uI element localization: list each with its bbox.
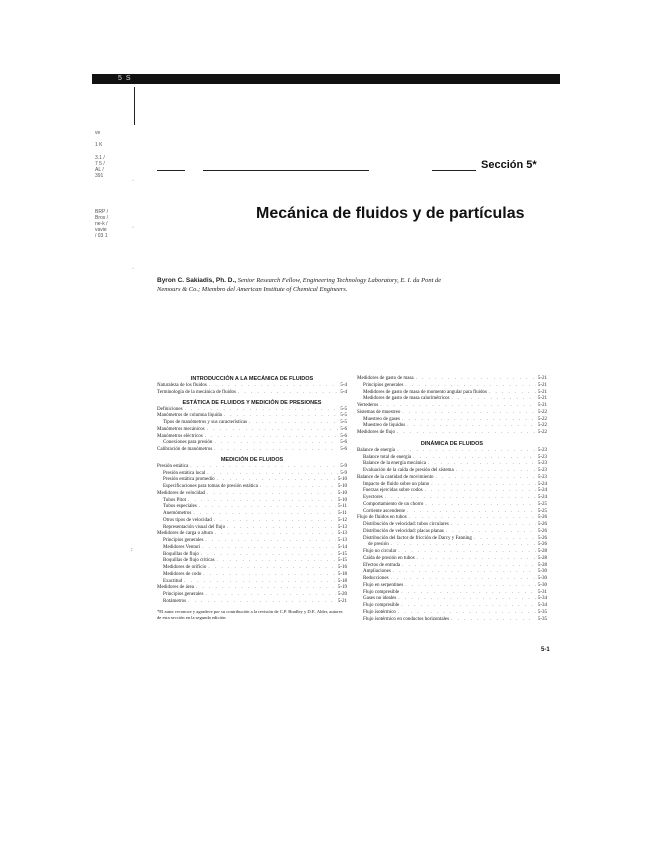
- toc-entry-page: 5-6: [340, 433, 347, 439]
- toc-entry-page: 5-25: [537, 508, 547, 514]
- toc-entry-page: 5-26: [537, 528, 547, 534]
- toc-entry-label: Medidores de carga o altura: [157, 531, 213, 537]
- chapter-title: Mecánica de fluidos y de partículas: [256, 205, 525, 222]
- toc-leader-dots: [402, 563, 536, 570]
- toc-entry-label: Exactitud: [163, 578, 183, 584]
- toc-entry: [357, 455, 547, 462]
- toc-entry: [157, 498, 347, 505]
- toc-entry: [157, 440, 347, 447]
- toc-entry: [357, 376, 547, 383]
- toc-entry-page: 5-22: [537, 423, 547, 429]
- toc-entry: [357, 468, 547, 475]
- toc-entry: [157, 572, 347, 579]
- toc-entry-label: Reducciones: [363, 576, 389, 581]
- toc-leader-dots: [188, 498, 336, 505]
- toc-entry-page: 5-26: [537, 542, 547, 548]
- toc-entry-label: Caída de presión en tubos: [363, 555, 415, 561]
- toc-entry: [357, 423, 547, 430]
- margin-tick: ·: [132, 178, 134, 184]
- toc-leader-dots: [188, 599, 336, 606]
- toc-entry-page: 5-5: [340, 413, 347, 419]
- toc-entry: [157, 552, 347, 559]
- toc-entry-label: Medidores de velocidad: [157, 490, 206, 496]
- toc-leader-dots: [402, 410, 536, 417]
- toc-entry: [157, 585, 347, 592]
- toc-leader-dots: [207, 427, 339, 434]
- toc-leader-dots: [405, 383, 535, 390]
- toc-entry: [357, 529, 547, 536]
- toc-entry-page: 5-30: [537, 582, 547, 588]
- toc-entry-label: Terminología de la mecánica de fluidos: [157, 389, 236, 395]
- toc-entry-page: 5-23: [537, 474, 547, 480]
- toc-section-heading: ESTÁTICA DE FLUIDOS Y MEDICIÓN DE PRESIONES: [182, 399, 322, 406]
- toc-entry-label: Flujo isotérmico en conductos horizontales: [363, 616, 450, 622]
- toc-entry-label: Medidores de área: [157, 585, 194, 591]
- toc-entry: [357, 403, 547, 410]
- toc-entry-page: 5-34: [537, 603, 547, 608]
- toc-entry-label: Definiciones: [157, 406, 183, 412]
- toc-entry-label: Flujo de fluidos en tubos: [357, 515, 407, 521]
- toc-leader-dots: [208, 565, 336, 572]
- toc-entry-page: 5-25: [537, 501, 547, 507]
- toc-entry-page: 5-10: [337, 497, 347, 503]
- toc-entry-page: 5-16: [337, 565, 347, 570]
- toc-entry-page: 5-26: [537, 535, 547, 541]
- toc-entry: [357, 495, 547, 502]
- toc-entry: [357, 383, 547, 390]
- toc-entry-page: 5-31: [537, 589, 547, 595]
- toc-leader-dots: [207, 471, 338, 478]
- toc-entry-label: Especificaciones para tomas de presión estática: [163, 484, 258, 489]
- toc-entry: [357, 590, 547, 597]
- toc-entry-label: Tubos Pitot: [163, 497, 187, 503]
- section-rule: [157, 170, 185, 171]
- toc-entry-label: Flujo no circular: [363, 549, 397, 554]
- margin-note: 3.1 / 7 5 / AL / 391: [95, 155, 105, 179]
- toc-entry-page: 5-28: [537, 555, 547, 561]
- toc-leader-dots: [249, 420, 338, 427]
- toc-entry: [157, 531, 347, 538]
- toc-entry-label: Principios generales: [363, 382, 404, 388]
- toc-entry-label: Ampliaciones: [363, 569, 391, 575]
- toc-entry-page: 5-10: [337, 490, 347, 496]
- section-rule: [203, 170, 369, 171]
- toc-right-column: [357, 376, 547, 623]
- toc-entry-label: Vertederos: [357, 403, 379, 408]
- toc-entry: [357, 448, 547, 455]
- toc-leader-dots: [405, 583, 536, 590]
- toc-entry-label: Calibración de manómetros: [157, 447, 213, 452]
- toc-entry-label: Principios generales: [163, 592, 204, 597]
- toc-entry-page: 5-26: [537, 515, 547, 521]
- toc-entry: [157, 579, 347, 586]
- toc-leader-dots: [217, 558, 336, 565]
- toc-entry-page: 5-24: [537, 488, 547, 494]
- toc-entry: [357, 583, 547, 590]
- toc-entry-label: Efectos de entrada: [363, 562, 400, 568]
- toc-entry: [357, 515, 547, 522]
- toc-leader-dots: [214, 440, 338, 447]
- toc-entry-page: 5-23: [537, 468, 547, 473]
- toc-entry: [357, 569, 547, 576]
- toc-entry: [157, 504, 347, 511]
- toc-leader-dots: [260, 484, 336, 491]
- toc-entry-page: 5-24: [537, 481, 547, 487]
- toc-entry-label: Muestreo de líquidos: [363, 423, 406, 429]
- toc-entry-page: 5-34: [537, 596, 547, 602]
- toc-entry-label: Flujo isotérmico: [363, 609, 396, 615]
- toc-entry-label: Manómetros de columna líquida: [157, 413, 222, 419]
- toc-entry-page: 5-21: [537, 389, 547, 395]
- toc-entry-label: Comportamiento de un chorro: [363, 501, 424, 507]
- toc-entry-label: Flujo compresible: [363, 589, 400, 595]
- toc-entry: [357, 502, 547, 509]
- author-name: Byron C. Sakiadis, Ph. D.,: [157, 277, 237, 284]
- toc-leader-dots: [451, 522, 536, 529]
- toc-entry-label: Representación visual del flujo: [163, 524, 226, 530]
- toc-leader-dots: [196, 585, 336, 592]
- toc-leader-dots: [193, 511, 336, 518]
- toc-entry-page: 5-35: [537, 609, 547, 615]
- toc-entry: [357, 430, 547, 437]
- header-bar: [92, 74, 560, 84]
- toc-leader-dots: [393, 569, 536, 576]
- toc-leader-dots: [428, 461, 536, 468]
- toc-entry: [357, 556, 547, 563]
- toc-entry-page: 5-18: [337, 578, 347, 584]
- toc-entry-label: Gases no ideales: [363, 596, 397, 602]
- toc-section-heading: MEDICIÓN DE FLUIDOS: [220, 456, 284, 463]
- header-bar-text: 5 S: [118, 75, 132, 82]
- toc-leader-dots: [391, 542, 536, 549]
- toc-entry: [157, 525, 347, 532]
- toc-entry-label: de presión: [368, 542, 389, 548]
- toc-leader-dots: [201, 552, 336, 559]
- toc-entry-label: Medidores de gasto de masa calorimétricos: [363, 396, 450, 402]
- toc-entry-page: 5-5: [340, 406, 347, 412]
- margin-note: ve: [95, 130, 101, 136]
- toc-entry: [357, 509, 547, 516]
- toc-entry-label: Boquillas de flujo: [163, 551, 199, 557]
- toc-entry-label: Presión estática: [157, 463, 189, 469]
- toc-entry-label: Medidores de codo: [163, 571, 202, 577]
- toc-entry-page: 5-13: [337, 538, 347, 543]
- toc-entry-page: 5-6: [340, 440, 347, 446]
- toc-entry-label: Otros tipos de velocidad: [163, 517, 212, 523]
- toc-entry-page: 5-6: [340, 426, 347, 432]
- toc-entry: [157, 565, 347, 572]
- toc-entry: [357, 522, 547, 529]
- toc-leader-dots: [391, 576, 536, 583]
- toc-leader-dots: [385, 495, 536, 502]
- toc-leader-dots: [205, 434, 339, 441]
- toc-leader-dots: [205, 538, 335, 545]
- toc-leader-dots: [416, 376, 536, 383]
- toc-leader-dots: [380, 403, 535, 410]
- toc-entry-label: Eyectores: [363, 495, 383, 500]
- toc-entry: [157, 420, 347, 427]
- section-title: Sección 5*: [481, 159, 537, 171]
- toc-entry-page: 5-15: [337, 551, 347, 557]
- footnote: *El autor reconoce y agradece por su contribución a la revisión de C.P. Bradley y D.E. Alder, autores de esta sección en la segunda edición.: [157, 608, 343, 620]
- toc-leader-dots: [397, 448, 536, 455]
- toc-entry-page: 5-28: [537, 562, 547, 568]
- toc-entry-label: Evaluación de la caída de presión del sistema: [363, 468, 454, 473]
- toc-entry-page: 5-30: [537, 569, 547, 575]
- toc-leader-dots: [203, 572, 336, 579]
- toc-entry-page: 5-11: [338, 504, 347, 510]
- margin-tick: ·: [132, 225, 134, 231]
- toc-leader-dots: [397, 430, 536, 437]
- toc-entry: [157, 434, 347, 441]
- toc-entry-page: 5-20: [337, 592, 347, 597]
- toc-leader-dots: [398, 596, 536, 603]
- toc-leader-dots: [436, 475, 536, 482]
- toc-entry-label: Fuerzas ejercidas sobre codos: [363, 488, 423, 494]
- toc-entry-label: Balance de la energía mecánica: [363, 461, 426, 467]
- toc-entry: [157, 518, 347, 525]
- toc-entry-page: 5-21: [537, 396, 547, 402]
- toc-entry-label: Medidores de gasto de masa de momento angular para fluidos: [363, 389, 487, 395]
- toc-entry-label: Corriente ascendente: [363, 508, 406, 514]
- toc-entry-page: 5-13: [337, 531, 347, 537]
- toc-entry: [357, 536, 547, 543]
- toc-leader-dots: [413, 455, 536, 462]
- toc-entry-page: 5-23: [537, 447, 547, 453]
- toc-leader-dots: [407, 423, 536, 430]
- toc-entry-page: 5-15: [337, 558, 347, 564]
- toc-entry-page: 5-21: [537, 376, 547, 381]
- toc-entry-label: Sistemas de muestreo: [357, 409, 401, 415]
- toc-leader-dots: [417, 556, 536, 563]
- toc-leader-dots: [407, 509, 536, 516]
- toc-entry: [357, 563, 547, 570]
- toc-entry-label: Medidores de flujo: [357, 430, 396, 435]
- toc-entry-label: Tipos de manómetros y sus características: [163, 420, 248, 425]
- author-affiliation: Senior Research Fellow, Engineering Technology Laboratory, E. I. du Pont de Nemours & Co.; Miembro del American Institute of Chemical Engineers.: [157, 277, 442, 293]
- page-number: 5-1: [541, 647, 550, 653]
- toc-entry-page: 5-13: [337, 524, 347, 530]
- toc-entry-label: Rotámetros: [163, 598, 187, 604]
- toc-entry: [157, 383, 347, 390]
- toc-entry-label: Tubos especiales: [163, 504, 197, 510]
- toc-entry-label: Balance total de energía: [363, 454, 412, 460]
- toc-leader-dots: [451, 617, 536, 624]
- toc-entry-page: 5-22: [537, 409, 547, 415]
- toc-leader-dots: [185, 407, 339, 414]
- margin-note: 1 K: [95, 142, 103, 148]
- toc-entry-page: 5-4: [340, 383, 347, 388]
- toc-left-column: [157, 376, 347, 621]
- toc-entry-page: 5-23: [537, 454, 547, 460]
- toc-entry: [157, 599, 347, 606]
- margin-tick: :: [131, 547, 133, 553]
- toc-entry-label: Presión estática promedio: [163, 477, 215, 483]
- toc-entry-label: Flujo en serpentines: [363, 582, 404, 588]
- toc-entry: [357, 482, 547, 489]
- toc-entry: [357, 488, 547, 495]
- toc-leader-dots: [401, 590, 536, 597]
- toc-entry-label: Presión estática local: [163, 470, 206, 476]
- toc-entry-label: Flujo compresible: [363, 603, 400, 608]
- toc-entry: [157, 477, 347, 484]
- toc-entry: [157, 484, 347, 491]
- toc-entry: [157, 447, 347, 454]
- toc-entry-page: 5-24: [537, 495, 547, 500]
- toc-entry-page: 5-21: [537, 382, 547, 388]
- toc-leader-dots: [214, 518, 336, 525]
- toc-leader-dots: [474, 536, 536, 543]
- toc-entry-page: 5-12: [337, 517, 347, 523]
- toc-entry-page: 5-23: [537, 461, 547, 467]
- toc-leader-dots: [215, 531, 336, 538]
- toc-entry-label: Balance de la cantidad de movimiento: [357, 474, 434, 480]
- toc-entry: [157, 592, 347, 599]
- toc-entry-page: 5-9: [340, 463, 347, 469]
- toc-leader-dots: [184, 579, 336, 586]
- margin-vertical-rule: [134, 87, 135, 125]
- toc-entry: [357, 610, 547, 617]
- author-block: [157, 276, 457, 294]
- toc-entry: [157, 407, 347, 414]
- section-rule: [432, 170, 476, 171]
- toc-entry-page: 5-26: [537, 522, 547, 527]
- toc-entry: [157, 413, 347, 420]
- toc-entry-label: Muestreo de gases: [363, 416, 400, 422]
- margin-note: BRP / Bros / ne-k / vavie / 03 1: [95, 209, 109, 239]
- toc-entry-label: Manómetros eléctricos: [157, 433, 203, 439]
- toc-leader-dots: [199, 504, 336, 511]
- toc-leader-dots: [238, 390, 338, 397]
- toc-leader-dots: [409, 515, 536, 522]
- toc-leader-dots: [446, 529, 536, 536]
- toc-leader-dots: [224, 413, 338, 420]
- toc-entry-label: Principios generales: [163, 538, 204, 543]
- toc-leader-dots: [227, 525, 336, 532]
- toc-entry-label: Medidores de orificio: [163, 565, 207, 570]
- toc-entry-page: 5-4: [340, 389, 347, 395]
- toc-entry: [357, 475, 547, 482]
- margin-tick: ·: [132, 266, 134, 272]
- toc-entry-page: 5-22: [537, 416, 547, 422]
- toc-entry: [157, 558, 347, 565]
- toc-entry-page: 5-18: [337, 571, 347, 577]
- toc-leader-dots: [207, 491, 336, 498]
- toc-entry-page: 5-35: [537, 616, 547, 622]
- toc-entry-label: Distribución del factor de fricción de Darcy y Fanning: [363, 535, 472, 541]
- toc-entry: [157, 427, 347, 434]
- toc-entry: [357, 410, 547, 417]
- toc-entry-page: 5-14: [337, 544, 347, 550]
- toc-entry-label: Impacto de fluido sobre un plano: [363, 481, 430, 487]
- toc-entry: [157, 390, 347, 397]
- toc-entry: [357, 417, 547, 424]
- toc-entry-page: 5-5: [340, 420, 347, 425]
- toc-entry-label: Manómetros mecánicos: [157, 426, 205, 432]
- toc-entry-page: 5-6: [340, 447, 347, 452]
- toc-entry-page: 5-19: [337, 585, 347, 591]
- toc-leader-dots: [452, 396, 536, 403]
- toc-entry: [157, 491, 347, 498]
- toc-entry: [157, 464, 347, 471]
- toc-entry: [157, 511, 347, 518]
- toc-entry-label: Conexiones para presión: [163, 440, 213, 446]
- toc-leader-dots: [214, 447, 338, 454]
- toc-leader-dots: [205, 592, 335, 599]
- toc-leader-dots: [217, 477, 336, 484]
- toc-entry-page: 5-22: [537, 430, 547, 435]
- toc-entry-label: Distribución de velocidad: placas planas: [363, 528, 444, 534]
- toc-leader-dots: [202, 545, 336, 552]
- toc-entry: [357, 461, 547, 468]
- toc-leader-dots: [398, 610, 536, 617]
- toc-entry: [357, 542, 547, 549]
- toc-leader-dots: [398, 549, 536, 556]
- toc-entry-page: 5-9: [340, 470, 347, 476]
- toc-entry: [357, 596, 547, 603]
- toc-leader-dots: [431, 482, 536, 489]
- toc-leader-dots: [209, 383, 338, 390]
- toc-leader-dots: [456, 468, 536, 475]
- toc-entry-label: Medidores Venturi: [163, 544, 201, 550]
- toc-entry-label: Medidores de gasto de masa: [357, 376, 414, 381]
- toc-leader-dots: [402, 417, 536, 424]
- toc-section-heading: DINÁMICA DE FLUIDOS: [420, 440, 484, 447]
- toc-entry-label: Naturaleza de los fluidos: [157, 383, 207, 388]
- toc-entry: [357, 549, 547, 556]
- toc-entry-page: 5-21: [337, 598, 347, 604]
- toc-entry-label: Balance de energía: [357, 447, 395, 453]
- toc-entry: [157, 471, 347, 478]
- toc-entry: [157, 545, 347, 552]
- toc-leader-dots: [425, 488, 536, 495]
- toc-entry-label: Boquillas de flujo críticas: [163, 558, 215, 564]
- toc-entry-page: 5-10: [337, 484, 347, 489]
- toc-leader-dots: [489, 390, 536, 397]
- toc-entry: [357, 617, 547, 624]
- toc-entry-page: 5-10: [337, 477, 347, 483]
- toc-leader-dots: [425, 502, 535, 509]
- toc-leader-dots: [401, 603, 536, 610]
- toc-entry: [357, 603, 547, 610]
- toc-entry: [357, 576, 547, 583]
- toc-entry-label: Distribución de velocidad: tubos circulares: [363, 522, 449, 527]
- toc-entry: [357, 390, 547, 397]
- toc-entry: [157, 538, 347, 545]
- toc-leader-dots: [190, 464, 338, 471]
- toc-entry-page: 5-28: [537, 549, 547, 554]
- toc-entry: [357, 396, 547, 403]
- toc-entry-page: 5-21: [537, 403, 547, 408]
- toc-entry-page: 5-11: [338, 511, 347, 516]
- toc-section-heading: INTRODUCCIÓN A LA MECÁNICA DE FLUIDOS: [190, 376, 314, 382]
- toc-entry-page: 5-30: [537, 576, 547, 581]
- toc-entry-label: Anemómetros: [163, 511, 192, 516]
